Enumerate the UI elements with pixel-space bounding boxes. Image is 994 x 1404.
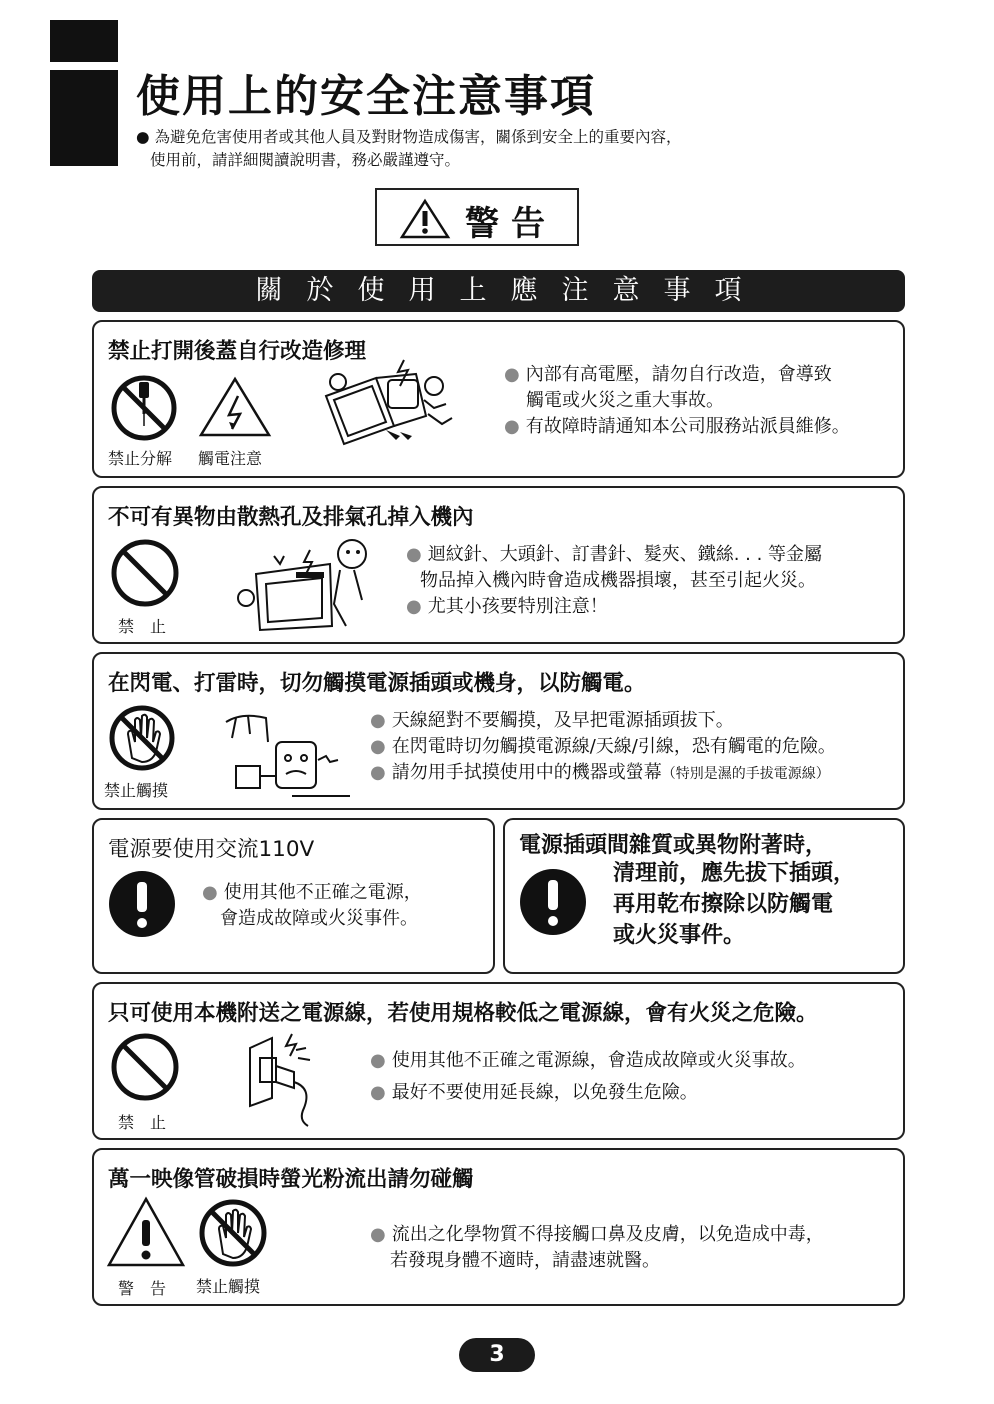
warning-title: 警告	[465, 204, 557, 244]
page-number: 3	[459, 1338, 535, 1372]
tv-repair-illustration	[316, 356, 466, 456]
bullet-item: ● 尤其小孩要特別注意！	[406, 596, 608, 617]
section-title: 關於使用上應注意事項	[255, 275, 766, 306]
label-prohibited: 禁 止	[118, 617, 167, 636]
bullet-item-continued: 會造成故障或火災事件。	[220, 908, 418, 929]
card-title: 只可使用本機附送之電源線，若使用規格較低之電源線，會有火災之危險。	[108, 1001, 818, 1026]
card-title: 萬一映像管破損時螢光粉流出請勿碰觸	[108, 1167, 474, 1192]
bullet-item-continued: 若發現身體不適時，請盡速就醫。	[390, 1250, 660, 1271]
header-tab-block-bottom	[50, 70, 118, 166]
bullet-item: ● 天線絕對不要觸摸，及早把電源插頭拔下。	[370, 710, 734, 731]
card-clean-plug	[503, 818, 905, 974]
bullet-item-continued: 觸電或火災之重大事故。	[526, 390, 724, 411]
instruction-line: 或火災事件。	[613, 923, 746, 948]
card-power-cord	[92, 982, 905, 1140]
power-plug-illustration	[242, 1028, 322, 1128]
no-disassembly-icon	[110, 374, 178, 442]
card-title: 在閃電、打雷時，切勿觸摸電源插頭或機身，以防觸電。	[108, 671, 646, 696]
mandatory-exclamation-icon	[519, 868, 587, 936]
prohibited-icon	[110, 538, 180, 608]
label-shock-caution: 觸電注意	[198, 449, 263, 468]
warning-triangle-icon	[106, 1196, 186, 1268]
electric-shock-warning-icon	[198, 376, 272, 438]
card-title: 不可有異物由散熱孔及排氣孔掉入機內	[108, 505, 474, 530]
intro-line-1: ● 為避免危害使用者或其他人員及對財物造成傷害，關係到安全上的重要內容，	[136, 128, 682, 146]
bullet-item: ● 最好不要使用延長線，以免發生危險。	[370, 1082, 698, 1103]
card-phosphor-warning	[92, 1148, 905, 1306]
bullet-item: ● 請勿用手拭摸使用中的機器或螢幕（特別是濕的手拔電源線）	[370, 762, 830, 783]
label-prohibited: 禁 止	[118, 1113, 167, 1132]
label-no-touch: 禁止觸摸	[196, 1277, 261, 1296]
bullet-item: ● 使用其他不正確之電源，	[202, 882, 422, 903]
bullet-item: ● 內部有高電壓，請勿自行改造，會導致	[504, 364, 832, 385]
no-touch-icon	[198, 1198, 268, 1268]
no-touch-icon	[108, 704, 176, 772]
lightning-plug-illustration	[222, 708, 352, 798]
header-tab-block-top	[50, 20, 118, 62]
instruction-line: 清理前，應先拔下插頭，	[613, 861, 856, 886]
card-lightning-safety	[92, 652, 905, 810]
card-ac-110v	[92, 818, 495, 974]
bullet-item: ● 迴紋針、大頭針、訂書針、髮夾、鐵絲. . . 等金屬	[406, 544, 823, 565]
label-warning: 警 告	[118, 1279, 167, 1298]
bullet-note: （特別是濕的手拔電源線）	[661, 766, 830, 782]
card-no-disassembly	[92, 320, 905, 478]
card-title: 禁止打開後蓋自行改造修理	[108, 339, 367, 364]
bullet-item: ● 流出之化學物質不得接觸口鼻及皮膚，以免造成中毒，	[370, 1224, 824, 1245]
bullet-item: ● 在閃電時切勿觸摸電源線/天線/引線，恐有觸電的危險。	[370, 736, 836, 757]
mandatory-exclamation-icon	[108, 870, 176, 938]
page-title: 使用上的安全注意事項	[136, 71, 596, 122]
child-inserting-object-illustration	[234, 534, 384, 634]
section-bar	[92, 270, 905, 312]
warning-triangle-icon	[399, 198, 451, 240]
label-no-disassembly: 禁止分解	[108, 449, 173, 468]
bullet-item: ● 使用其他不正確之電源線，會造成故障或火災事故。	[370, 1050, 806, 1071]
card-title: 電源插頭間雜質或異物附著時，	[519, 833, 828, 858]
instruction-line: 再用乾布擦除以防觸電	[613, 892, 834, 917]
bullet-item-continued: 物品掉入機內時會造成機器損壞，甚至引起火災。	[420, 570, 816, 591]
label-no-touch: 禁止觸摸	[104, 781, 169, 800]
prohibited-icon	[110, 1032, 180, 1102]
warning-box	[375, 188, 579, 246]
card-title: 電源要使用交流110V	[108, 837, 315, 862]
card-no-foreign-objects	[92, 486, 905, 644]
bullet-item: ● 有故障時請通知本公司服務站派員維修。	[504, 416, 850, 437]
intro-line-2: 使用前，請詳細閱讀說明書，務必嚴謹遵守。	[150, 151, 461, 169]
